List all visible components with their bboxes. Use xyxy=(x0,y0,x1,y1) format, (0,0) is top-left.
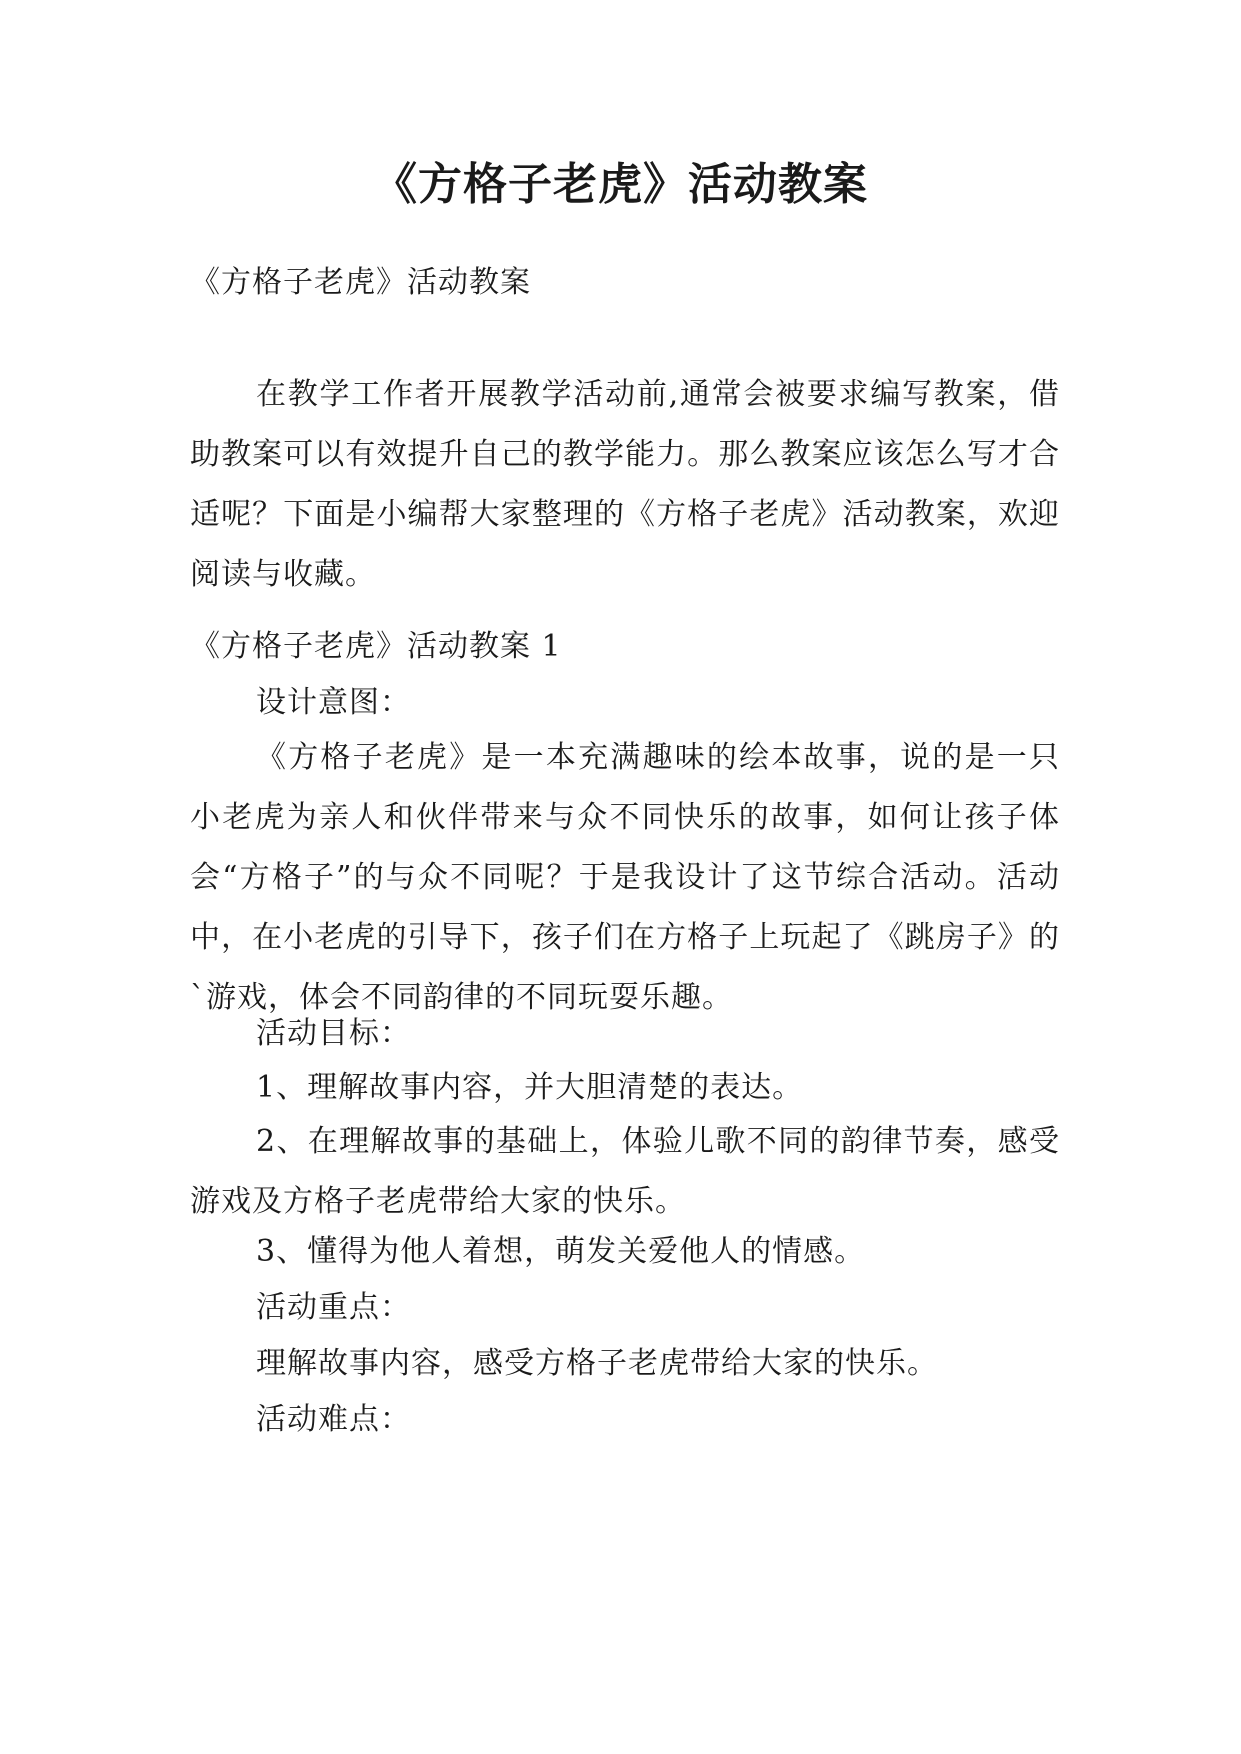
design-intent-paragraph: 《方格子老虎》是一本充满趣味的绘本故事，说的是一只小老虎为亲人和伙伴带来与众不同快乐的故事，如何让孩子体会“方格子”的与众不同呢？于是我设计了这节综合活动。活动中，在小老虎的引导下，孩子们在方格子上玩起了《跳房子》的`游戏，体会不同韵律的不同玩耍乐趣。 xyxy=(190,740,1060,1015)
goal-item-1: 1、理解故事内容，并大胆清楚的表达。 xyxy=(256,1070,804,1105)
goal-item-2: 2、在理解故事的基础上，体验儿歌不同的韵律节奏，感受游戏及方格子老虎带给大家的快乐。 xyxy=(190,1124,1060,1219)
key-point-text: 理解故事内容，感受方格子老虎带给大家的快乐。 xyxy=(256,1346,938,1381)
activity-goals-heading: 活动目标： xyxy=(256,1016,411,1051)
intro-paragraph: 在教学工作者开展教学活动前,通常会被要求编写教案，借助教案可以有效提升自己的教学能力。那么教案应该怎么写才合适呢？下面是小编帮大家整理的《方格子老虎》活动教案，欢迎阅读与收藏。 xyxy=(190,377,1060,592)
section-heading-1: 《方格子老虎》活动教案 1 xyxy=(190,629,562,664)
document-subtitle: 《方格子老虎》活动教案 xyxy=(190,265,531,300)
document-title: 《方格子老虎》活动教案 xyxy=(373,159,868,210)
difficulty-heading: 活动难点： xyxy=(256,1402,411,1437)
key-point-heading: 活动重点： xyxy=(256,1290,411,1325)
goal-item-3: 3、懂得为他人着想，萌发关爱他人的情感。 xyxy=(256,1234,866,1269)
design-intent-heading: 设计意图： xyxy=(256,685,411,720)
